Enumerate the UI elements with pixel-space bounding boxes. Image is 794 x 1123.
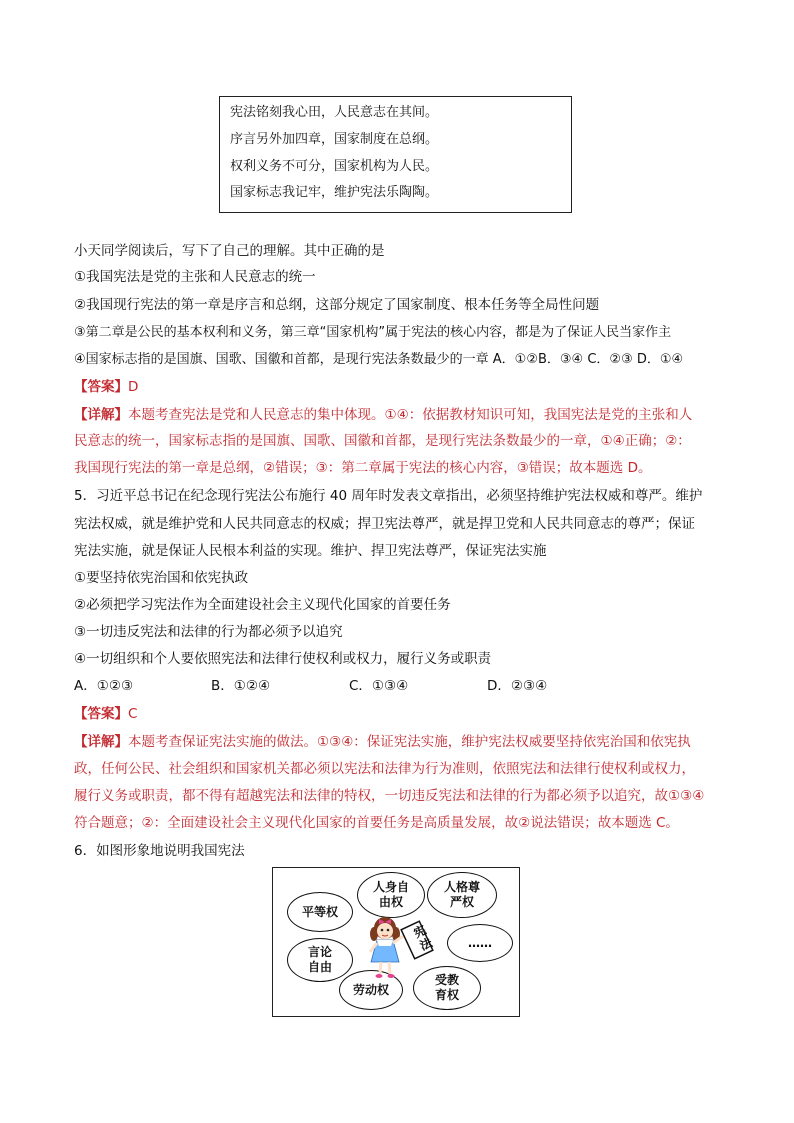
bubble-equality-label: 平等权 — [301, 904, 338, 919]
q4-detail-2: 民意志的统一，国家标志指的是国旗、国歌、国徽和首都，是现行宪法条数最少的一章，①④正确；②： — [74, 433, 691, 449]
bubble-personal-freedom-label: 人身自 由权 — [372, 880, 409, 909]
q4-option-3: ③第二章是公民的基本权利和义务，第三章“国家机构”属于宪法的核心内容，都是为了保证人民当家作主 — [74, 325, 672, 340]
q5-detail-4: 符合题意；②：全面建设社会主义现代化国家的首要任务是高质量发展，故②说法错误；故本题选 C。 — [74, 815, 679, 831]
q5-answer-value: C — [128, 706, 138, 722]
q4-stem: 小天同学阅读后，写下了自己的理解。其中正确的是 — [74, 243, 385, 259]
q4-detail-3: 我国现行宪法的第一章是总纲，②错误；③：第二章属于宪法的核心内容，③错误；故本题选 D。 — [74, 460, 652, 476]
bubble-etc — [447, 924, 513, 962]
q5-detail-2: 政，任何公民、社会组织和国家机关都必须以宪法和法律为行为准则，依照宪法和法律行使权利或权力， — [74, 761, 695, 777]
q5-stem-2: 宪法权威，就是维护党和人民共同意志的权威；捍卫宪法尊严，就是捍卫党和人民共同意志的尊严；保证 — [74, 516, 695, 532]
q4-answer — [74, 378, 724, 396]
bubble-speech-label: 言论 自由 — [307, 945, 332, 974]
q5-detail-text-1: 本题考查保证宪法实施的做法。①③④：保证宪法实施，维护宪法权威要坚持依宪治国和依宪执 — [128, 734, 691, 750]
q5-option-3: ③一切违反宪法和法律的行为都必须予以追究 — [74, 624, 343, 640]
bubble-education-label: 受教 育权 — [434, 973, 459, 1002]
constitution-figure — [272, 867, 520, 1017]
q5-option-4: ④一切组织和个人要依照宪法和法律行使权利或权力，履行义务或职责 — [74, 651, 492, 667]
q4-option-2: ②我国现行宪法的第一章是序言和总纲，这部分规定了国家制度、根本任务等全局性问题 — [74, 297, 600, 313]
bubble-etc-label: …… — [468, 935, 492, 950]
q5-choice-a: A．①②③ — [74, 678, 134, 694]
q4-answer-tag: 【答案】 — [74, 379, 128, 395]
q4-detail-tag: 【详解】 — [74, 407, 128, 423]
poem-line-3: 权利义务不可分，国家机构为人民。 — [230, 159, 439, 174]
book-label: 宪法 — [411, 922, 435, 954]
bubble-labor-label: 劳动权 — [352, 982, 389, 997]
q5-stem-1: 5．习近平总书记在纪念现行宪法公布施行 40 周年时发表文章指出，必须坚持维护宪法权威和尊严。维护 — [74, 488, 703, 504]
bubble-equality — [287, 892, 353, 932]
q5-detail-3: 履行义务或职责，都不得有超越宪法和法律的特权，一切违反宪法和法律的行为都必须予以追究，故①③④ — [74, 788, 705, 804]
poem-line-1: 宪法铭刻我心田，人民意志在其间。 — [230, 105, 439, 120]
q5-option-2: ②必须把学习宪法作为全面建设社会主义现代化国家的首要任务 — [74, 597, 451, 613]
q6-stem: 6．如图形象地说明我国宪法 — [74, 843, 245, 859]
q5-choice-b: B．①②④ — [211, 678, 271, 694]
bubble-dignity — [427, 872, 497, 918]
q4-option-1: ①我国宪法是党的主张和人民意志的统一 — [74, 269, 316, 285]
q4-detail-1 — [74, 406, 724, 424]
bubble-speech — [287, 938, 353, 982]
poem-box — [219, 96, 572, 213]
q5-choice-c: C．①③④ — [349, 678, 409, 694]
bubble-personal-freedom — [357, 872, 425, 918]
q5-detail-1 — [74, 733, 724, 751]
q5-choice-d: D．②③④ — [487, 678, 548, 694]
bubble-dignity-label: 人格尊 严权 — [443, 880, 480, 909]
poem-line-4: 国家标志我记牢，维护宪法乐陶陶。 — [230, 185, 439, 200]
q4-detail-text-1: 本题考查宪法是党和人民意志的集中体现。①④：依据教材知识可知，我国宪法是党的主张和人 — [128, 407, 693, 423]
poem-line-2: 序言另外加四章，国家制度在总纲。 — [230, 132, 439, 147]
q5-stem-3: 宪法实施，就是保证人民根本利益的实现。维护、捍卫宪法尊严，保证宪法实施 — [74, 543, 547, 559]
q4-answer-value: D — [128, 379, 139, 395]
q5-detail-tag: 【详解】 — [74, 734, 128, 750]
q5-answer-tag: 【答案】 — [74, 706, 128, 722]
q4-option-4: ④国家标志指的是国旗、国歌、国徽和首都，是现行宪法条数最少的一章 A．①②B．③④ C．②③ D．①④ — [74, 352, 684, 367]
q5-option-1: ①要坚持依宪治国和依宪执政 — [74, 570, 249, 586]
q5-answer — [74, 705, 724, 723]
